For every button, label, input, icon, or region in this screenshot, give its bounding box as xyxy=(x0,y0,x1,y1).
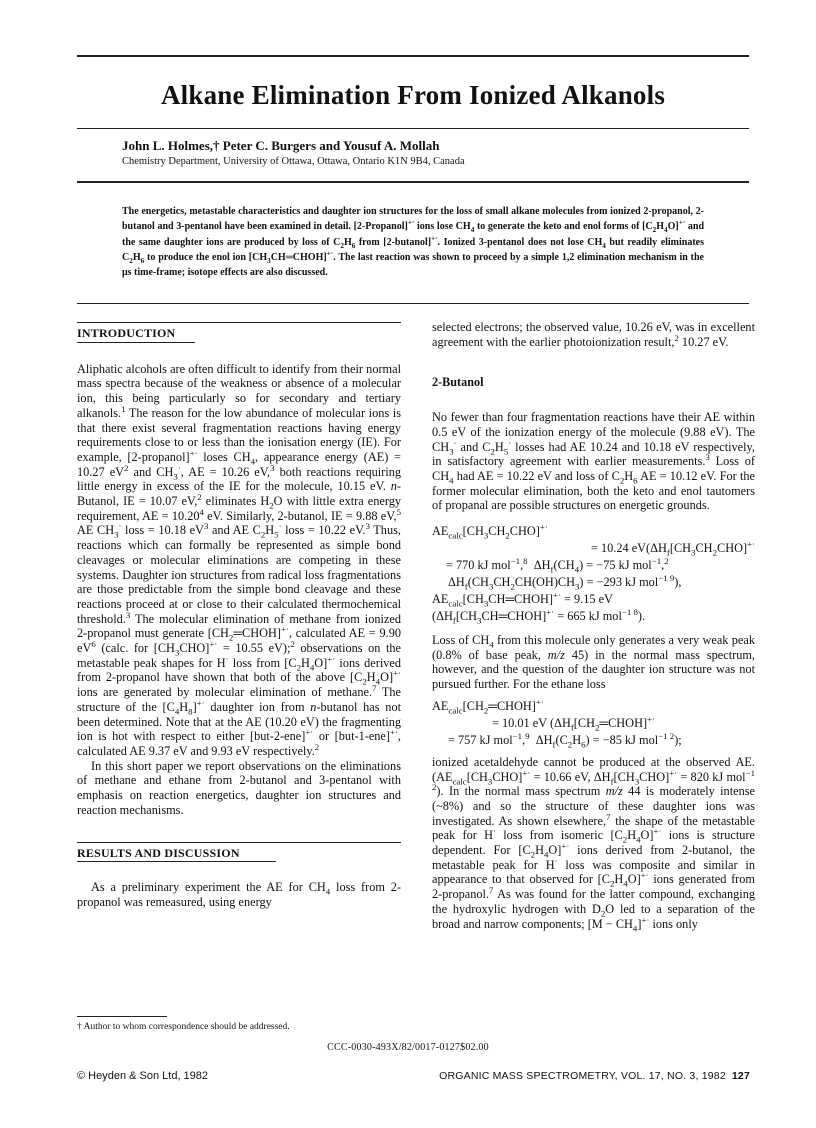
equation-block-1 xyxy=(432,523,755,625)
page-number: 127 xyxy=(731,1070,750,1082)
right-column xyxy=(432,320,756,934)
ccc-code: CCC-0030-493X/82/0017-0127$02.00 xyxy=(327,1042,489,1053)
results-heading-underline xyxy=(77,861,276,862)
author-list: John L. Holmes,† Peter C. Burgers and Yousuf A. Mollah xyxy=(122,138,440,153)
footnote-rule xyxy=(77,1016,167,1017)
left-column xyxy=(77,322,401,910)
top-rule xyxy=(77,55,749,57)
abstract-top-rule xyxy=(77,181,749,183)
introduction-heading: INTRODUCTION xyxy=(77,326,176,340)
equation-block-2 xyxy=(432,698,755,749)
results-heading: RESULTS AND DISCUSSION xyxy=(77,845,240,860)
equation-1-line-6: ($\Delta H_f[CH_3CH═CHOH]^{+\cdot} = 665$ kJ mol$^{-1 8}$). xyxy=(432,606,646,626)
title-underline-rule xyxy=(77,128,749,129)
article-title: Alkane Elimination From Ionized Alkanols xyxy=(160,80,666,110)
author-affiliation: Chemistry Department, University of Ottawa, Ottawa, Ontario K1N 9B4, Canada xyxy=(122,156,465,167)
introduction-paragraph-2: In this short paper we report observations on the eliminations of methane and ethane from 2-butanol and 3-pentanol with emphasis on reaction energetics, daughter ion structures and reaction mechanisms. xyxy=(77,758,401,817)
results-heading-rule xyxy=(77,842,401,843)
equation-2-line-2: = 10.01 eV ($\Delta H_f[CH_2═CHOH]^{+\cdot}$ xyxy=(492,713,655,733)
equation-2-line-3: = 757 kJ mol$^{-1}$,$^9$ $\Delta H_f(C_2H_6) = -85$ kJ mol$^{-1 2}$); xyxy=(448,730,682,750)
journal-citation: ORGANIC MASS SPECTROMETRY, VOL. 17, NO. 3, 1982 xyxy=(439,1070,726,1082)
butanol-paragraph-3: ionized acetaldehyde cannot be produced at the observed AE. ($AE_{calc}[CH_3CHO]^{+\cdot} = 10.66$ eV, $\Delta H_f[CH_3CHO]^{+\cdot} = 820$ kJ mol$^{-1 2}$). In the normal mass spectrum m/z 44 is moderately intense (~8%) and so the structure of these daughter ions was investigated. As shown elsewhere,$^7$ the shape of the metastable peak for H· loss from isomeric $[C_2H_4O]^{+\cdot}$ ions is structure dependent. For $[C_2H_4O]^{+\cdot}$ ions derived from 2-butanol, the metastable peak for H· loss was composite and similar in appearance to that observed for $[C_2H_4O]^{+\cdot}$ ions generated from 2-propanol.$^7$ As was found for the latter compound, exchanging the hydroxylic hydrogen with $D_2O$ led to a separation of the broad and narrow components; $[M - CH_4]^{+\cdot}$ ions only xyxy=(432,754,756,934)
butanol-paragraph-1: No fewer than four fragmentation reactions have their AE within 0.5 eV of the ionization energy of the molecule (9.88 eV). The $CH_3^\cdot$ and $C_2H_5^\cdot$ losses had AE 10.24 and 10.18 eV respectively, in satisfactory agreement with earlier measurements.$^3$ Loss of $CH_4$ had AE = 10.22 eV and loss of $C_2H_6$ AE = 10.12 eV. For the former molecular elimination, both the keto and enol tautomers of propanal are possible structures on energetic grounds. xyxy=(432,410,755,513)
equation-1-line-4: $\Delta H_f(CH_3CH_2CH(OH)CH_3) = -293$ kJ mol$^{-1 9}$), xyxy=(448,572,682,592)
equation-1-line-2: = 10.24 $eV(\Delta H_f[CH_3CH_2CHO]^{+\cdot}$ xyxy=(590,538,755,558)
butanol-heading: 2-Butanol xyxy=(432,375,484,390)
results-paragraph-1: As a preliminary experiment the AE for $CH_4$ loss from 2-propanol was remeasured, using energy xyxy=(77,880,401,909)
introduction-heading-underline xyxy=(77,342,195,343)
continued-paragraph: selected electrons; the observed value, 10.26 eV, was in excellent agreement with the earlier photoionization result,$^2$ 10.27 eV. xyxy=(432,320,755,349)
equation-1-line-3: = 770 kJ mol$^{-1}$,$^8$ $\Delta H_f(CH_4) = -75$ kJ mol$^{-1}$,$^2$ xyxy=(446,555,669,575)
equation-2-line-1: $AE_{calc}[CH_2═CHOH]^{+\cdot}$ xyxy=(432,696,544,716)
footnote: † Author to whom correspondence should be addressed. xyxy=(77,1022,290,1032)
publisher-line: © Heyden & Son Ltd, 1982 xyxy=(77,1070,209,1082)
equation-1-line-1: $AE_{calc}[CH_3CH_2CHO]^{+\cdot}$ xyxy=(432,521,548,541)
abstract: The energetics, metastable characteristics and daughter ion structures for the loss of small alkane molecules from ionized 2-propanol, 2-butanol and 3-pentanol have been examined in detail. [2-Propanol]+· ions lose $CH_4$ to generate the keto and enol forms of $[C_2H_4O]^{+\cdot}$ and the same daughter ions are produced by loss of $C_2H_6$ from [2-butanol]+·. Ionized 3-pentanol does not lose $CH_4$ but readily eliminates $C_2H_6$ to produce the enol ion $[CH_3CH═CHOH]^{+\cdot}$. The last reaction was shown to proceed by a simple 1,2 elimination mechanism in the μs time-frame; isotope effects are also discussed. xyxy=(122,206,705,279)
introduction-paragraph-1: Aliphatic alcohols are often difficult to identify from their normal mass spectra because of the weakness or absence of a molecular ion, this being particularly so for secondary and tertiary alkanols.$^1$ The reason for the low abundance of molecular ions is that there exist several fragmentation reactions having energy requirements close to or less than the ionisation energy (IE). For example, [2-propanol]+· loses $CH_4$, appearance energy (AE) = 10.27 $eV^2$ and $CH_3^\cdot$, AE = 10.26 eV,$^3$ both reactions requiring little energy in excess of the IE for the molecule, 10.15 eV. n-Butanol, IE = 10.07 eV,$^2$ eliminates $H_2O$ with little extra energy requirement, AE = $10.20^4$ eV. Similarly, 2-butanol, IE = 9.88 eV,$^5$ AE $CH_3^\cdot$ loss = 10.18 $eV^3$ and AE $C_2H_5^\cdot$ loss = 10.22 eV.$^3$ Thus, reactions which can formally be represented as simple bond cleavages or molecular eliminations are competing in these systems. Daughter ion structures from radical loss fragmentations are those predictable from the simple bond cleavage and these reactions proceed at or close to their calculated thermochemical threshold.$^3$ The molecular elimination of methane from ionized 2-propanol must generate $[CH_2═CHOH]^{+\cdot}$, calculated AE = 9.90 $eV^6$ (calc. for $[CH_3CHO]^{+\cdot} = 10.55$ eV);$^2$ observations on the metastable peak shapes for H· loss from $[C_2H_4O]^{+\cdot}$ ions derived from 2-propanol have shown that both of the above $[C_2H_4O]^{+\cdot}$ ions are generated by molecular elimination of methane.$^7$ The structure of the $[C_4H_8]^{+\cdot}$ daughter ion from n-butanol has not been determined. Note that at the AE (10.20 eV) the fragmenting ion is hot with respect to either [but-2-ene]+· or [but-1-ene]+·, calculated AE 9.37 eV and 9.93 eV respectively.$^2$ xyxy=(77,361,402,758)
butanol-paragraph-2: Loss of $CH_4$ from this molecule only generates a very weak peak (0.8% of base peak, m/z 45) in the normal mass spectrum, however, and the question of the daughter ion structure was not pursued further. For the ethane loss xyxy=(432,633,755,692)
abstract-bottom-rule xyxy=(77,303,749,304)
equation-1-line-5: $AE_{calc}[CH_3CH═CHOH]^{+\cdot} = 9.15$ eV xyxy=(432,589,613,609)
introduction-heading-rule xyxy=(77,322,401,323)
journal-footer xyxy=(439,1070,750,1082)
